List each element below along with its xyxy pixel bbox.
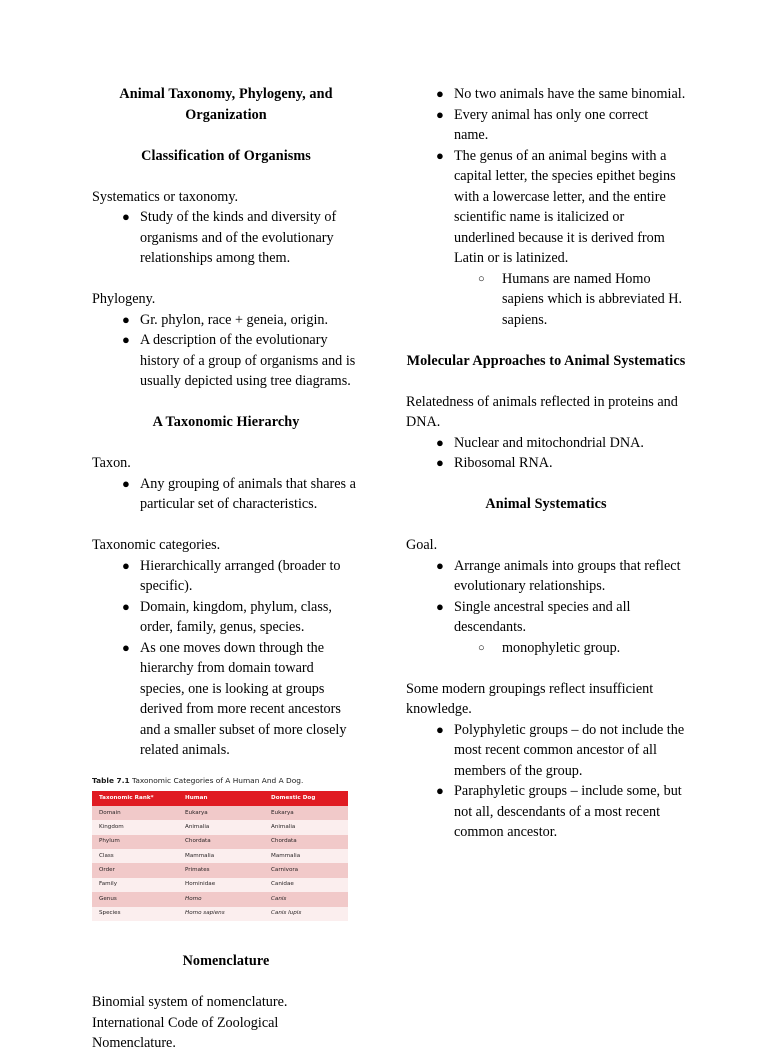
list-item <box>406 84 686 105</box>
list-item <box>92 207 360 269</box>
bullet-filled-icon: ● <box>436 86 444 101</box>
list-item-label: Every animal has only one correct name. <box>454 106 649 143</box>
bullet-filled-icon: ● <box>436 783 444 798</box>
section-heading-molecular: Molecular Approaches to Animal Systematics <box>406 352 686 369</box>
bullet-filled-icon: ● <box>122 311 130 327</box>
table-row <box>92 820 348 834</box>
nomenclature-line-1: Binomial system of nomenclature. <box>92 994 288 1011</box>
list-item-label: Humans are named Homo sapiens which is abbreviated H. sapiens. <box>502 270 683 328</box>
bullet-filled-icon: ● <box>122 209 130 224</box>
relatedness-lead-text: Relatedness of animals reflected in proteins and DNA. <box>406 393 678 430</box>
cell-human: Primates <box>178 863 264 877</box>
list-item <box>406 453 686 474</box>
column-header-human: Human <box>178 791 264 806</box>
taxon-bullet-list <box>92 474 360 515</box>
list-item-label: Domain, kingdom, phylum, class, order, family, genus, species. <box>140 598 332 635</box>
list-item <box>406 105 686 146</box>
list-item <box>92 638 360 761</box>
bullet-filled-icon: ● <box>436 455 444 470</box>
relatedness-bullet-list <box>406 433 686 474</box>
bullet-hollow-icon: ○ <box>478 272 485 285</box>
column-header-dog: Domestic Dog <box>264 791 348 806</box>
cell-dog: Canis <box>264 892 348 906</box>
column-header-rank: Taxonomic Rank* <box>92 791 178 806</box>
phylogeny-lead-text: Phylogeny. <box>92 291 156 307</box>
left-column <box>92 84 360 1054</box>
bullet-filled-icon: ● <box>122 557 130 573</box>
cell-rank: Phylum <box>92 835 178 849</box>
spacer <box>92 392 360 413</box>
list-item <box>406 781 686 843</box>
list-item <box>92 310 360 331</box>
cell-human: Hominidae <box>178 878 264 892</box>
nomenclature-line-2: International Code of Zoological Nomenclature. <box>92 1014 279 1052</box>
goal-lead-text: Goal. <box>406 537 438 553</box>
cell-human: Animalia <box>178 820 264 834</box>
table-body <box>92 806 348 921</box>
spacer <box>92 941 360 951</box>
table-row <box>92 806 348 820</box>
cell-rank: Genus <box>92 892 178 906</box>
list-item <box>92 330 360 392</box>
modern-groupings-bullet-list <box>406 720 686 843</box>
cell-dog: Canidae <box>264 878 348 892</box>
goal-sub-bullet-list <box>406 638 686 659</box>
spacer <box>92 166 360 187</box>
list-item <box>92 474 360 515</box>
bullet-filled-icon: ● <box>122 598 130 614</box>
spacer <box>92 269 360 290</box>
list-item-label: Single ancestral species and all descendants. <box>454 598 631 635</box>
list-item-label: Polyphyletic groups – do not include the most recent common ancestor of all members of the group. <box>454 721 685 779</box>
list-item <box>92 556 360 597</box>
list-item-label: Paraphyletic groups – include some, but not all, descendants of a most recent common ancestor. <box>454 783 682 840</box>
list-item <box>92 597 360 638</box>
list-item <box>406 556 686 597</box>
systematics-bullet-list <box>92 207 360 269</box>
list-item <box>406 433 686 454</box>
table-row <box>92 849 348 863</box>
list-item-label: No two animals have the same binomial. <box>454 86 686 102</box>
bullet-filled-icon: ● <box>122 332 130 347</box>
bullet-filled-icon: ● <box>122 639 130 655</box>
section-heading-nomenclature: Nomenclature <box>182 953 270 970</box>
taxonomic-categories-table <box>92 791 348 921</box>
list-item-label: As one moves down through the hierarchy from domain toward species, one is looking at groups derived from more recent ancestors and a smaller subset of more closely related animals. <box>140 639 347 758</box>
cell-rank: Kingdom <box>92 820 178 834</box>
cell-human: Homo <box>178 892 264 906</box>
table-row <box>92 835 348 849</box>
spacer <box>406 658 686 679</box>
list-item-label: Gr. phylon, race + geneia, origin. <box>140 311 329 328</box>
cell-human: Eukarya <box>178 806 264 820</box>
spacer <box>406 474 686 495</box>
table-caption-label: Table 7.1 <box>92 775 130 785</box>
page-title: Animal Taxonomy, Phylogeny, and Organization <box>119 86 333 123</box>
bullet-filled-icon: ● <box>122 475 130 491</box>
goal-bullet-list <box>406 556 686 638</box>
cell-dog: Eukarya <box>264 806 348 820</box>
bullet-filled-icon: ● <box>436 434 444 450</box>
cell-human: Mammalia <box>178 849 264 863</box>
table-header-row <box>92 791 348 806</box>
cell-human: Chordata <box>178 835 264 849</box>
list-item-label: Study of the kinds and diversity of organisms and of the evolutionary relationships among them. <box>140 209 337 266</box>
spacer <box>92 433 360 454</box>
binomial-sub-bullet-list <box>406 269 686 331</box>
list-item-label: Nuclear and mitochondrial DNA. <box>454 434 644 451</box>
binomial-rules-bullet-list <box>406 84 686 269</box>
list-item <box>406 269 686 331</box>
categories-bullet-list <box>92 556 360 761</box>
right-column <box>406 84 686 843</box>
bullet-hollow-icon: ○ <box>478 641 485 654</box>
cell-human: Homo sapiens <box>178 907 264 921</box>
spacer <box>92 972 360 993</box>
phylogeny-bullet-list <box>92 310 360 392</box>
table-figure <box>92 775 352 921</box>
taxon-lead-text: Taxon. <box>92 455 131 471</box>
list-item-label: monophyletic group. <box>502 639 621 656</box>
cell-dog: Chordata <box>264 835 348 849</box>
list-item-label: Arrange animals into groups that reflect evolutionary relationships. <box>454 557 681 594</box>
cell-rank: Species <box>92 907 178 921</box>
list-item <box>406 720 686 782</box>
cell-dog: Animalia <box>264 820 348 834</box>
spacer <box>92 515 360 536</box>
list-item <box>406 146 686 269</box>
table-header <box>92 791 348 806</box>
cell-rank: Domain <box>92 806 178 820</box>
systematics-lead-text: Systematics or taxonomy. <box>92 188 239 205</box>
list-item <box>406 638 686 659</box>
cell-rank: Family <box>92 878 178 892</box>
modern-groupings-lead-text: Some modern groupings reflect insufficient knowledge. <box>406 680 654 717</box>
table-caption-text: Taxonomic Categories of A Human And A Dog. <box>132 775 304 785</box>
list-item-label: Any grouping of animals that shares a particular set of characteristics. <box>140 475 356 512</box>
list-item-label: Hierarchically arranged (broader to specific). <box>140 557 341 594</box>
table-row <box>92 907 348 921</box>
spacer <box>92 921 360 942</box>
section-heading-animal-systematics: Animal Systematics <box>485 496 607 512</box>
cell-dog: Carnivora <box>264 863 348 877</box>
list-item-label: Ribosomal RNA. <box>454 455 553 471</box>
spacer <box>406 371 686 392</box>
bullet-filled-icon: ● <box>436 557 444 573</box>
categories-lead-text: Taxonomic categories. <box>92 537 221 553</box>
bullet-filled-icon: ● <box>436 106 444 122</box>
section-heading-hierarchy: A Taxonomic Hierarchy <box>152 414 300 430</box>
spacer <box>406 330 686 351</box>
list-item <box>406 597 686 638</box>
table-caption <box>92 775 352 786</box>
cell-rank: Order <box>92 863 178 877</box>
list-item-label: The genus of an animal begins with a capital letter, the species epithet begins with a lowercase letter, and the entire scientific name is italicized or underlined because it is derived from Latin or is latinized. <box>454 147 676 266</box>
list-item-label: A description of the evolutionary history of a group of organisms and is usually depicted using tree diagrams. <box>140 332 356 389</box>
spacer <box>92 125 360 146</box>
table-row <box>92 863 348 877</box>
cell-dog: Canis lupis <box>264 907 348 921</box>
section-heading-classification: Classification of Organisms <box>141 147 311 164</box>
table-row <box>92 878 348 892</box>
bullet-filled-icon: ● <box>436 598 444 614</box>
cell-rank: Class <box>92 849 178 863</box>
bullet-filled-icon: ● <box>436 147 444 163</box>
spacer <box>406 515 686 536</box>
table-row <box>92 892 348 906</box>
bullet-filled-icon: ● <box>436 721 444 737</box>
cell-dog: Mammalia <box>264 849 348 863</box>
